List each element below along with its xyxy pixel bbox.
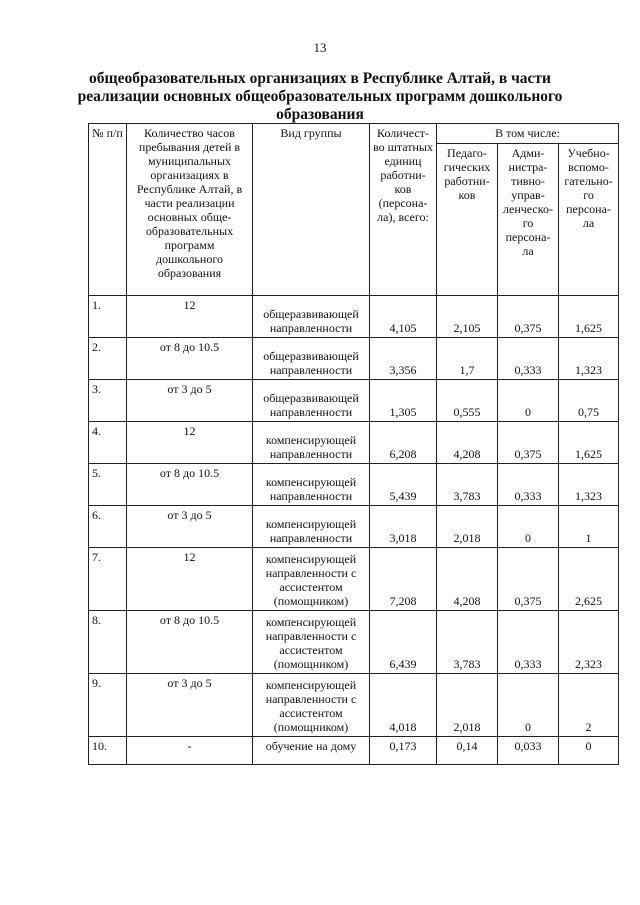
heading-line-3: образования [276, 106, 364, 123]
cell-support: 1,625 [559, 422, 619, 464]
cell-num: 9. [89, 674, 127, 737]
cell-num: 7. [89, 548, 127, 611]
cell-support: 0,75 [559, 380, 619, 422]
cell-admin: 0 [498, 380, 559, 422]
cell-support: 1,625 [559, 296, 619, 338]
cell-ped: 0,14 [437, 737, 498, 765]
cell-support: 2,323 [559, 611, 619, 674]
cell-num: 5. [89, 464, 127, 506]
cell-num: 6. [89, 506, 127, 548]
header-num: № п/п [89, 124, 127, 296]
table-row [89, 737, 619, 765]
cell-support: 1,323 [559, 464, 619, 506]
cell-num: 8. [89, 611, 127, 674]
cell-admin: 0 [498, 674, 559, 737]
table-row [89, 296, 619, 338]
table-row [89, 422, 619, 464]
cell-ped: 2,018 [437, 506, 498, 548]
table-row [89, 674, 619, 737]
cell-num: 1. [89, 296, 127, 338]
cell-ped: 1,7 [437, 338, 498, 380]
cell-group: компенсирующей направленности с ассистентом (помощником) [253, 674, 370, 737]
cell-hours: 12 [127, 422, 253, 464]
heading-line-2: реализации основных общеобразовательных программ дошкольного [77, 88, 563, 105]
cell-hours: от 3 до 5 [127, 506, 253, 548]
cell-total: 4,105 [370, 296, 437, 338]
cell-hours: от 8 до 10.5 [127, 611, 253, 674]
cell-hours: - [127, 737, 253, 765]
cell-support: 1 [559, 506, 619, 548]
cell-num: 10. [89, 737, 127, 765]
cell-admin: 0,375 [498, 296, 559, 338]
table-row [89, 338, 619, 380]
cell-group: общеразвивающей направленности [253, 296, 370, 338]
cell-total: 5,439 [370, 464, 437, 506]
cell-total: 6,208 [370, 422, 437, 464]
header-total: Количест-во штатных единиц работни-ков (персона-ла), всего: [370, 124, 437, 296]
table-row [89, 380, 619, 422]
heading-line-1: общеобразовательных организациях в Республике Алтай, в части [89, 70, 551, 87]
cell-admin: 0,375 [498, 422, 559, 464]
cell-admin: 0,033 [498, 737, 559, 765]
cell-hours: 12 [127, 548, 253, 611]
cell-admin: 0 [498, 506, 559, 548]
cell-hours: от 3 до 5 [127, 674, 253, 737]
cell-group: компенсирующей направленности [253, 506, 370, 548]
cell-support: 2 [559, 674, 619, 737]
cell-admin: 0,333 [498, 611, 559, 674]
cell-total: 4,018 [370, 674, 437, 737]
cell-total: 7,208 [370, 548, 437, 611]
cell-ped: 2,018 [437, 674, 498, 737]
cell-admin: 0,333 [498, 464, 559, 506]
header-hours: Количество часов пребывания детей в муниципальных организациях в Республике Алтай, в части реализации основных обще-образовательных программ дошкольного образования [127, 124, 253, 296]
cell-group: компенсирующей направленности [253, 422, 370, 464]
cell-group: общеразвивающей направленности [253, 338, 370, 380]
cell-ped: 4,208 [437, 548, 498, 611]
cell-group: компенсирующей направленности с ассистентом (помощником) [253, 611, 370, 674]
cell-hours: от 8 до 10.5 [127, 338, 253, 380]
table-row [89, 611, 619, 674]
cell-group: компенсирующей направленности [253, 464, 370, 506]
cell-group: общеразвивающей направленности [253, 380, 370, 422]
table-row [89, 506, 619, 548]
cell-admin: 0,333 [498, 338, 559, 380]
cell-ped: 0,555 [437, 380, 498, 422]
header-support: Учебно-вспомо-гательно-го персона-ла [559, 144, 619, 296]
cell-hours: от 3 до 5 [127, 380, 253, 422]
header-ped: Педаго-гических работни-ков [437, 144, 498, 296]
header-group: Вид группы [253, 124, 370, 296]
cell-total: 3,018 [370, 506, 437, 548]
cell-num: 4. [89, 422, 127, 464]
cell-total: 3,356 [370, 338, 437, 380]
cell-total: 6,439 [370, 611, 437, 674]
cell-total: 0,173 [370, 737, 437, 765]
staffing-table [88, 123, 619, 765]
cell-ped: 2,105 [437, 296, 498, 338]
document-heading [60, 70, 580, 124]
cell-num: 3. [89, 380, 127, 422]
table-row [89, 548, 619, 611]
cell-ped: 3,783 [437, 464, 498, 506]
cell-support: 2,625 [559, 548, 619, 611]
cell-support: 1,323 [559, 338, 619, 380]
page-number: 13 [313, 40, 327, 55]
cell-group: компенсирующей направленности с ассистентом (помощником) [253, 548, 370, 611]
cell-ped: 4,208 [437, 422, 498, 464]
cell-support: 0 [559, 737, 619, 765]
cell-group: обучение на дому [253, 737, 370, 765]
cell-admin: 0,375 [498, 548, 559, 611]
header-including: В том числе: [437, 124, 619, 144]
header-admin: Адми-нистра-тивно-управ-ленческо-го персона-ла [498, 144, 559, 296]
cell-total: 1,305 [370, 380, 437, 422]
table-row [89, 464, 619, 506]
cell-num: 2. [89, 338, 127, 380]
cell-ped: 3,783 [437, 611, 498, 674]
cell-hours: от 8 до 10.5 [127, 464, 253, 506]
cell-hours: 12 [127, 296, 253, 338]
